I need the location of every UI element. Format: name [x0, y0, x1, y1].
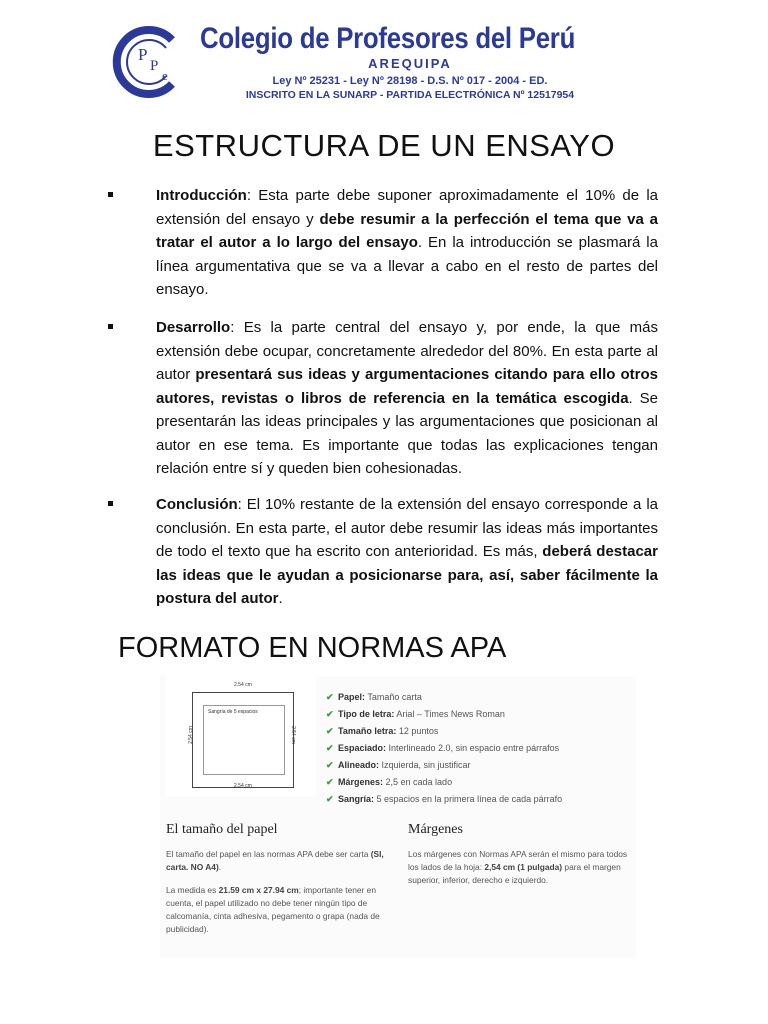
list-item: ✔ Tipo de letra: Arial – Times News Roman	[326, 709, 505, 719]
section-desarrollo	[108, 316, 658, 476]
paper-outline	[192, 692, 294, 788]
list-item: ✔ Márgenes: 2,5 en cada lado	[326, 777, 453, 787]
section-conclusion	[108, 493, 658, 609]
margins-heading: Márgenes	[408, 822, 463, 837]
paper-diagram	[166, 676, 316, 796]
law-line: Ley Nº 25231 - Ley Nº 28198 - D.S. Nº 017 - 2004 - ED.	[272, 75, 548, 87]
text-segment: : Es la parte central del ensayo y, por ende, la que más extensión debe ocupar, concretamente alrededor del 80%. En esta parte al autor	[156, 319, 658, 383]
checkmark-icon: ✔	[326, 726, 334, 736]
text-segment: . Se presentarán las ideas principales y las argumentaciones que posicionan al autor en ese tema. Es importante que todas las explicaciones tengan relación entre sí y queden bien cohesionadas.	[156, 389, 658, 477]
bold-segment: presentará sus ideas y argumentaciones citando para ello otros autores, revistas o libros de referencia en la temática escogida	[156, 366, 659, 407]
svg-text:P: P	[150, 58, 159, 74]
apa-section-title: FORMATO EN NORMAS APA	[118, 632, 507, 664]
org-subtitle: AREQUIPA	[368, 56, 452, 71]
bold-segment: debe resumir a la perfección el tema que va a tratar el autor a lo largo del ensayo	[156, 210, 658, 251]
checkmark-icon: ✔	[326, 777, 334, 787]
margin-left-label: 2.54 cm	[187, 726, 194, 744]
svg-text:e: e	[162, 68, 168, 83]
margins-text: Los márgenes con Normas APA serán el mismo para todos los lados de la hoja: 2,54 cm (1 pulgada) para el margen superior, inferior, derecho e izquierdo.	[408, 849, 628, 885]
paper-size-text-1: El tamaño del papel en las normas APA debe ser carta (SI, carta. NO A4).	[166, 849, 384, 872]
apa-checklist	[326, 692, 636, 811]
checkmark-icon: ✔	[326, 692, 334, 702]
term-introduccion: Introducción	[156, 187, 247, 204]
org-title: Colegio de Profesores del Perú	[200, 22, 576, 55]
checkmark-icon: ✔	[326, 760, 334, 770]
cppe-logo	[112, 26, 186, 98]
section-introduccion	[108, 184, 658, 300]
svg-text:P: P	[138, 45, 148, 64]
square-bullet-icon	[108, 324, 113, 329]
checkmark-icon: ✔	[326, 794, 334, 804]
text-segment: : El 10% restante de la extensión del ensayo corresponde a la conclusión. En esta parte, el autor debe resumir las ideas más importantes de todo el texto que ha escrito con anterioridad. Es más,	[156, 496, 658, 560]
list-item: ✔ Espaciado: Interlineado 2.0, sin espacio entre párrafos	[326, 743, 560, 753]
margin-right-label: 2.54 cm	[289, 726, 296, 744]
paragraph-desarrollo	[156, 316, 658, 481]
term-desarrollo: Desarrollo	[156, 319, 231, 336]
margins-column	[408, 822, 636, 887]
margin-top-label: 2.54 cm	[234, 682, 252, 688]
checkmark-icon: ✔	[326, 743, 334, 753]
bold-segment: deberá destacar las ideas que le ayudan a posicionarse para, así, saber fácilmente la postura del autor	[156, 543, 658, 607]
margin-bottom-label: 2.54 cm	[234, 783, 252, 789]
paper-size-column	[166, 822, 394, 936]
list-item: ✔ Alineado: Izquierda, sin justificar	[326, 760, 471, 770]
text-segment: : Esta parte debe suponer aproximadamente el 10% de la extensión del ensayo y	[156, 187, 658, 228]
list-item: ✔ Tamaño letra: 12 puntos	[326, 726, 439, 736]
list-item: ✔ Papel: Tamaño carta	[326, 692, 422, 702]
paper-inner-area	[203, 705, 285, 775]
term-conclusion: Conclusión	[156, 496, 238, 513]
checkmark-icon: ✔	[326, 709, 334, 719]
paper-size-heading: El tamaño del papel	[166, 822, 278, 837]
text-segment: . En la introducción se plasmará la línea argumentativa que se va a llevar a cabo en el resto de partes del ensayo.	[156, 234, 658, 298]
list-item: ✔ Sangría: 5 espacios en la primera línea de cada párrafo	[326, 794, 563, 804]
indent-label: Sangría de 5 espacios	[208, 709, 258, 715]
letterhead	[112, 22, 652, 104]
document-title: ESTRUCTURA DE UN ENSAYO	[152, 128, 616, 163]
square-bullet-icon	[108, 501, 113, 506]
text-segment: .	[278, 590, 283, 607]
square-bullet-icon	[108, 192, 113, 197]
apa-format-infographic	[160, 676, 636, 958]
registry-line: INSCRITO EN LA SUNARP - PARTIDA ELECTRÓNICA Nº 12517954	[245, 89, 575, 101]
paragraph-conclusion	[156, 493, 658, 611]
paragraph-introduccion	[156, 184, 658, 302]
paper-size-text-2: La medida es 21.59 cm x 27.94 cm; importante tener en cuenta, el papel utilizado no debe tener ningún tipo de calcomanía, cinta adhesiva, pegamento o grapa (nada de publicidad).	[166, 885, 380, 934]
